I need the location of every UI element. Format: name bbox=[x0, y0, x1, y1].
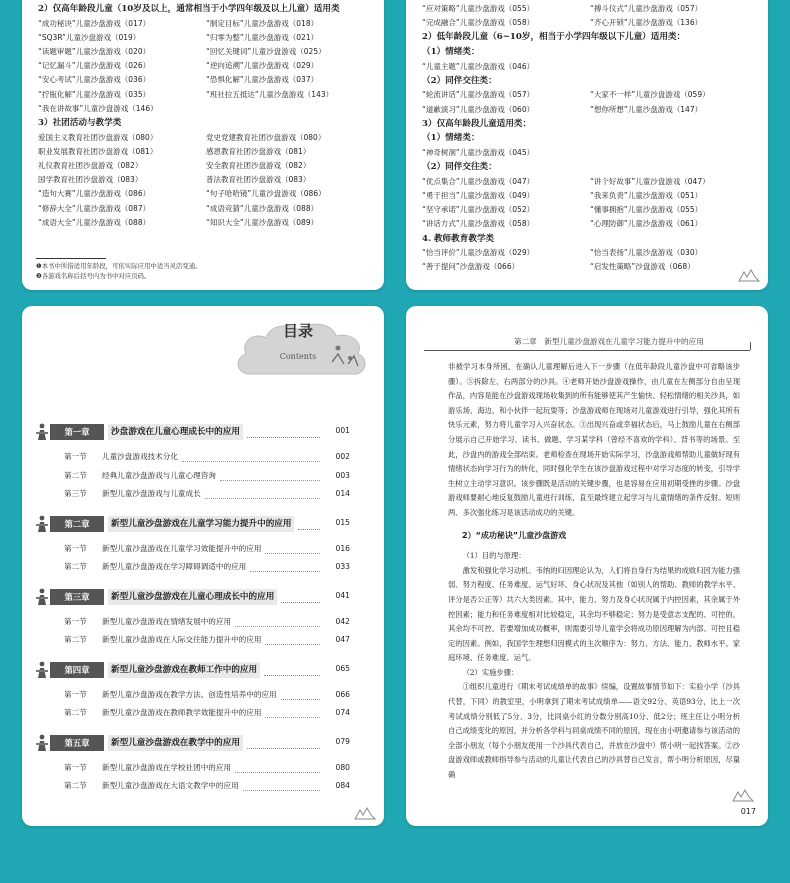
game-list-item: “我来负责”儿童沙盘游戏（051） bbox=[590, 190, 703, 200]
section-page: 042 bbox=[335, 616, 350, 626]
book-page-top-right bbox=[406, 0, 768, 290]
game-list-item: 职业发展教育社团沙盘游戏（081） bbox=[38, 146, 158, 156]
section-number: 第一节 bbox=[64, 452, 87, 461]
game-list-item: “读题审题”儿童沙盘游戏（020） bbox=[38, 47, 151, 56]
high-age-heading: 3）仅高年龄段儿童适用类： bbox=[422, 118, 532, 129]
chapter-number: 第二章 bbox=[50, 516, 104, 532]
game-list-item: “恰当评价”儿童沙盘游戏（029） bbox=[422, 248, 535, 258]
body-text bbox=[448, 360, 740, 783]
section-number: 第一节 bbox=[64, 543, 87, 553]
game-list-row bbox=[38, 145, 370, 159]
emotion-heading: （1）情绪类： bbox=[422, 47, 480, 57]
game-list-item: “安心考试”儿童沙盘游戏（036） bbox=[38, 75, 151, 85]
section-title: 新型儿童沙盘游戏在人际交往能力提升中的应用 bbox=[102, 635, 262, 644]
toc-chapter-row[interactable] bbox=[36, 422, 356, 442]
paragraph-label: （2）实施步骤： bbox=[462, 667, 519, 677]
chapter-title: 沙盘游戏在儿童心理成长中的应用 bbox=[108, 424, 243, 440]
toc-section-row[interactable] bbox=[36, 450, 356, 464]
reading-figure-icon bbox=[36, 515, 48, 533]
game-list-row bbox=[38, 187, 370, 201]
game-list-row bbox=[38, 216, 370, 230]
section-number: 第一节 bbox=[64, 689, 87, 699]
footnotes bbox=[36, 258, 202, 281]
game-list-row bbox=[38, 73, 370, 87]
section-title: 新型儿童沙盘游戏在大语文教学中的应用 bbox=[102, 781, 239, 790]
game-list-item: “齐心开锁”儿童沙盘游戏（136） bbox=[590, 18, 703, 28]
section-number: 第一节 bbox=[64, 616, 87, 626]
club-game-list bbox=[38, 131, 370, 230]
game-list-item: “知识大全”儿童沙盘游戏（089） bbox=[206, 217, 319, 227]
game-list-row bbox=[38, 159, 370, 173]
toc-title: 目录 bbox=[282, 322, 313, 340]
chapter-number: 第一章 bbox=[50, 424, 104, 440]
reading-figure-icon bbox=[36, 588, 48, 606]
toc-chapter-row[interactable] bbox=[36, 514, 356, 534]
chapter-title: 新型儿童沙盘游戏在儿童学习能力提升中的应用 bbox=[108, 516, 294, 532]
section-title: 新型儿童沙盘游戏在情绪发展中的应用 bbox=[102, 616, 232, 626]
game-list-item: 党史党建教育社团沙盘游戏（080） bbox=[206, 132, 326, 142]
game-list-row bbox=[422, 175, 754, 189]
game-list-item: 普法教育社团沙盘游戏（083） bbox=[206, 175, 311, 185]
game-list-item: “勇于担当”儿童沙盘游戏（049） bbox=[422, 190, 535, 200]
game-list-item: 爱国主义教育社团沙盘游戏（080） bbox=[38, 132, 158, 142]
page-number: 017 bbox=[740, 807, 756, 816]
game-list-item: “优点集合”儿童沙盘游戏（047） bbox=[422, 176, 535, 186]
low-age-heading: 2）低年龄段儿童（6~10岁，相当于小学四年级以下儿童）适用类： bbox=[422, 32, 686, 43]
section-title: 新型儿童沙盘游戏在教师教学效能提升中的应用 bbox=[102, 708, 262, 717]
page-corner-ornament-icon bbox=[738, 268, 760, 282]
game-list-row bbox=[422, 88, 754, 102]
game-list-item: “心理防御”儿童沙盘游戏（061） bbox=[590, 219, 703, 229]
toc-section-row[interactable] bbox=[36, 542, 356, 556]
game-list-row bbox=[38, 59, 370, 73]
game-list-item: “我在讲故事”儿童沙盘游戏（146） bbox=[38, 103, 158, 113]
paragraph: ①组织儿童进行《期末考试成绩单的故事》续编，设置故事情节如下：实验小学（沙具代替，下同）的教室里，小明拿到了期末考试成绩单——语文92分、英语93分，比上一次考试成绩分别低了5分、3分，比同桌小红的分数分别高10分、低2分；班主任让小明分析自己成绩变化的原因，并分析各学科与同桌成绩不同的原因，现在由小明邀请参与该活动的全部小朋友（每个小朋友使用一个沙具代表自己，并放在沙盘中）帮小明一起找答案。②沙盘游戏师或教师指导参与活动的儿童让代表自己的沙具替自己发言，帮小明分析原因，尽量确 bbox=[448, 682, 740, 780]
chapter-number: 第三章 bbox=[50, 589, 104, 605]
club-section-heading: 3）社团活动与教学类 bbox=[38, 118, 122, 129]
game-list-item: “制定目标”儿童沙盘游戏（018） bbox=[206, 18, 319, 28]
section-page: 003 bbox=[335, 470, 350, 480]
teacher-heading: 4. 教师教育教学类 bbox=[422, 233, 495, 244]
section-number: 第二节 bbox=[64, 708, 87, 717]
game-list-row bbox=[422, 2, 754, 16]
game-list-row bbox=[38, 31, 370, 45]
paragraph: 非被学习本身所困，在确认儿童理解后进入下一步骤（在低年龄段儿童沙盘中可省略该步骤）。⑤拆除左、右两部分的沙具。④老师开始沙盘游戏操作，由儿童在左侧部分自由呈现作品，内容是能在沙盘游戏现场收集到的所有能够使其产生愉快、轻松情绪的相关沙具，如游乐场、海边、和小伙伴一起玩耍等；沙盘游戏师在现场对儿童游戏进行引导，强化其所有快乐元素，努力将儿童学习入兴奋状态。③出现兴奋或幸福状态后，马上鼓励儿童在右侧部分展示自己开始学习、读书、做题、学习某学科（曾经不喜欢的学科）、背书等的场景。至此，沙盘内的游戏全部结束。老师检查在现场开始实际学习，沙盘游戏师帮助儿童做好现有情绪状态向学习行为的转化，同时强化学生在该沙盘游戏过程中对学习态度的转变，引导学生树立主动学习意识。该步骤既是活动的关键步骤，也是容易在应用初期受挫的步骤。沙盘游戏师要耐心地反复鼓励儿童进行训练，直至最终建立起学习与儿童情绪的条件反射。短则两、多次强化练习是该活动成功的关键。 bbox=[448, 362, 740, 517]
game-list-item: “完成融合”儿童沙盘游戏（058） bbox=[422, 18, 535, 28]
game-list-item: “造句大赛”儿童沙盘游戏（086） bbox=[38, 189, 151, 199]
game-list-item: “懂事拥抱”儿童沙盘游戏（055） bbox=[590, 205, 703, 215]
chapter-page: 079 bbox=[335, 736, 350, 746]
section-page: 033 bbox=[335, 562, 350, 571]
section-page: 016 bbox=[335, 543, 350, 553]
section-title: 经典儿童沙盘游戏与儿童心理咨询 bbox=[102, 470, 216, 480]
game-list-item: “启发性策略”沙盘游戏（068） bbox=[590, 262, 695, 272]
table-of-contents-page bbox=[22, 306, 384, 826]
section-page: 002 bbox=[335, 452, 350, 461]
game-list-item: “坚守承诺”儿童沙盘游戏（052） bbox=[422, 205, 535, 215]
toc-section-row[interactable] bbox=[36, 615, 356, 629]
reading-figure-icon bbox=[36, 734, 48, 752]
section-page: 080 bbox=[335, 762, 350, 772]
game-list-item: “轮流讲话”儿童沙盘游戏（057） bbox=[422, 90, 535, 100]
game-list-item: “搏斗仪式”儿童沙盘游戏（057） bbox=[590, 4, 703, 13]
game-list-item: “班社拉五抵达”儿童沙盘游戏（143） bbox=[206, 89, 334, 99]
toc-section-row[interactable] bbox=[36, 560, 356, 574]
game-list-item: “想你所想”儿童沙盘游戏（147） bbox=[590, 104, 703, 114]
section-number: 第二节 bbox=[64, 635, 87, 644]
chapter-page: 015 bbox=[335, 517, 350, 527]
reading-figure-icon bbox=[36, 423, 48, 441]
section-title: 儿童沙盘游戏技术分化 bbox=[102, 452, 178, 461]
section-page: 066 bbox=[335, 689, 350, 699]
toc-chapter-row[interactable] bbox=[36, 733, 356, 753]
running-header: 第二章 新型儿童沙盘游戏在儿童学习能力提升中的应用 bbox=[514, 337, 704, 346]
section-subheading: 2）“成功秘诀”儿童沙盘游戏 bbox=[462, 530, 567, 540]
footnote-1: ❶本书中所指适用年龄段，可依实际应用中适当灵活变通。 bbox=[36, 262, 202, 270]
toc-section-row[interactable] bbox=[36, 706, 356, 720]
section-page: 084 bbox=[335, 781, 350, 790]
game-list-item: “儿童主题”儿童沙盘游戏（046） bbox=[422, 61, 535, 71]
chapter-number: 第四章 bbox=[50, 662, 104, 678]
section-page: 047 bbox=[335, 635, 350, 644]
game-list-item: 安全教育社团沙盘游戏（082） bbox=[206, 161, 311, 171]
game-list-item: “回忆关键词”儿童沙盘游戏（025） bbox=[206, 47, 326, 56]
chapter-page: 041 bbox=[335, 590, 350, 600]
game-list-item: “大家不一样”儿童沙盘游戏（059） bbox=[590, 90, 710, 100]
game-list-item: “句子哈哈镜”儿童沙盘游戏（086） bbox=[206, 189, 326, 199]
game-list-item: “记忆漏斗”儿童沙盘游戏（026） bbox=[38, 61, 151, 71]
game-list-row bbox=[422, 16, 754, 30]
game-list-item: “归零为整”儿童沙盘游戏（021） bbox=[206, 32, 319, 42]
section-page: 014 bbox=[335, 489, 350, 498]
section-title: 新型儿童沙盘游戏在学校社团中的应用 bbox=[102, 762, 232, 772]
game-list-row bbox=[38, 131, 370, 145]
game-list-item: “成语大全”儿童沙盘游戏（088） bbox=[38, 217, 151, 227]
game-list bbox=[422, 246, 754, 274]
footnote-2: ❷各游戏名称后括号内为书中对应页码。 bbox=[36, 272, 151, 280]
section-number: 第二节 bbox=[64, 562, 87, 571]
game-list-item: “修辞大全”儿童沙盘游戏（087） bbox=[38, 203, 151, 213]
game-list-row bbox=[38, 202, 370, 216]
page-corner-ornament-icon bbox=[732, 788, 754, 802]
game-list-item: “SQ3R”儿童沙盘游戏（019） bbox=[38, 32, 141, 42]
game-list-item: “讲个好故事”儿童沙盘游戏（047） bbox=[590, 176, 710, 186]
game-list bbox=[38, 17, 370, 102]
section-title: 新型儿童沙盘游戏在教学方法、创造性培养中的应用 bbox=[102, 689, 277, 699]
game-list-item: “恰当表扬”儿童沙盘游戏（030） bbox=[590, 248, 703, 258]
game-list-item: “成功秘诀”儿童沙盘游戏（017） bbox=[38, 18, 151, 28]
toc-section-row[interactable] bbox=[36, 487, 356, 501]
section-number: 第三节 bbox=[64, 489, 87, 498]
chapter-title: 新型儿童沙盘游戏在儿童心理成长中的应用 bbox=[108, 589, 277, 605]
section-number: 第一节 bbox=[64, 762, 87, 772]
game-list-item: “成语竞猜”儿童沙盘游戏（088） bbox=[206, 203, 319, 213]
game-list-row bbox=[422, 246, 754, 260]
book-page-body bbox=[406, 306, 768, 826]
chapter-title: 新型儿童沙盘游戏在教师工作中的应用 bbox=[108, 662, 260, 678]
chapter-page: 001 bbox=[335, 426, 350, 435]
emotion-heading: （1）情绪类： bbox=[422, 133, 480, 144]
social-heading: （2）同伴交往类： bbox=[422, 162, 497, 173]
game-list bbox=[422, 175, 754, 232]
social-heading: （2）同伴交往类： bbox=[422, 75, 497, 86]
toc-section-row[interactable] bbox=[36, 761, 356, 775]
book-page-top-left bbox=[22, 0, 384, 290]
game-list-row bbox=[422, 103, 754, 117]
game-list-row bbox=[38, 88, 370, 102]
toc-section-row[interactable] bbox=[36, 469, 356, 483]
game-list-item: “拧瓶化解”儿童沙盘游戏（035） bbox=[38, 89, 151, 99]
game-list-row bbox=[422, 260, 754, 274]
toc-section-row[interactable] bbox=[36, 688, 356, 702]
section-title: 新型儿童沙盘游戏在学习障碍调适中的应用 bbox=[102, 562, 247, 571]
game-list bbox=[422, 2, 754, 30]
chapter-number: 第五章 bbox=[50, 735, 104, 751]
page-corner-ornament-icon bbox=[354, 806, 376, 820]
toc-chapter-row[interactable] bbox=[36, 660, 356, 680]
game-list-row bbox=[422, 217, 754, 231]
game-list-item: “讲话方式”儿童沙盘游戏（058） bbox=[422, 219, 535, 229]
paragraph-label: （1）目的与原理： bbox=[462, 551, 526, 561]
game-list bbox=[422, 88, 754, 116]
game-list-row bbox=[38, 45, 370, 59]
toc-section-row[interactable] bbox=[36, 633, 356, 647]
reading-figure-icon bbox=[36, 661, 48, 679]
section-page: 074 bbox=[335, 708, 350, 717]
chapter-page: 065 bbox=[335, 663, 350, 673]
game-list-item: “道歉演习”儿童沙盘游戏（060） bbox=[422, 104, 535, 114]
toc-section-row[interactable] bbox=[36, 779, 356, 793]
game-list-item: 礼仪教育社团沙盘游戏（082） bbox=[38, 161, 143, 171]
toc-subtitle: Contents bbox=[279, 352, 317, 361]
paragraph: 激发和强化学习动机。韦纳的归因理论认为，人们将自身行为结果的成败归因为能力强弱、努力程度、任务难度、运气好坏、身心状况及其他（如别人的帮助、教师的教学水平、评分是否公正等）共六大类因素。其中，能力、努力及身心状况属于内控因素，其余属于外控因素；能力和任务难度相对比较稳定，其余均不够稳定；努力是受意志支配的、可控的，其余均不可控。若要增加成功概率，则需要引导儿童学会将成功原因理解为内部、可控且稳定的因素。例如，我国学生理想归因模式的主次顺序为：努力、方法、能力、教师水平、家庭环境、任务难度、运气。 bbox=[448, 565, 740, 663]
section-title: 新型儿童沙盘游戏与儿童成长 bbox=[102, 489, 201, 498]
section-title: 新型儿童沙盘游戏在儿童学习效能提升中的应用 bbox=[102, 543, 262, 553]
section-number: 第二节 bbox=[64, 470, 87, 480]
section-number: 第二节 bbox=[64, 781, 87, 790]
game-list-row bbox=[422, 189, 754, 203]
chapter-title: 新型儿童沙盘游戏在教学中的应用 bbox=[108, 735, 243, 751]
game-list-item: “善于提问”沙盘游戏（066） bbox=[422, 262, 520, 272]
game-list-item: “应对策略”儿童沙盘游戏（055） bbox=[422, 4, 535, 13]
game-list-row bbox=[38, 17, 370, 31]
game-list-row bbox=[422, 203, 754, 217]
game-list-item: “恐惧化解”儿童沙盘游戏（037） bbox=[206, 75, 319, 85]
game-list-item: “逆向追溯”儿童沙盘游戏（029） bbox=[206, 61, 319, 71]
game-list-item: 感恩教育社团沙盘游戏（081） bbox=[206, 146, 311, 156]
game-list-row bbox=[38, 173, 370, 187]
toc-chapter-row[interactable] bbox=[36, 587, 356, 607]
game-list-item: “神奇树洞”儿童沙盘游戏（045） bbox=[422, 147, 535, 157]
age-group-heading: 2）仅高年龄段儿童（10岁及以上，通常相当于小学四年级及以上儿童）适用类 bbox=[38, 4, 340, 14]
game-list-item: 国学教育社团沙盘游戏（083） bbox=[38, 175, 143, 185]
